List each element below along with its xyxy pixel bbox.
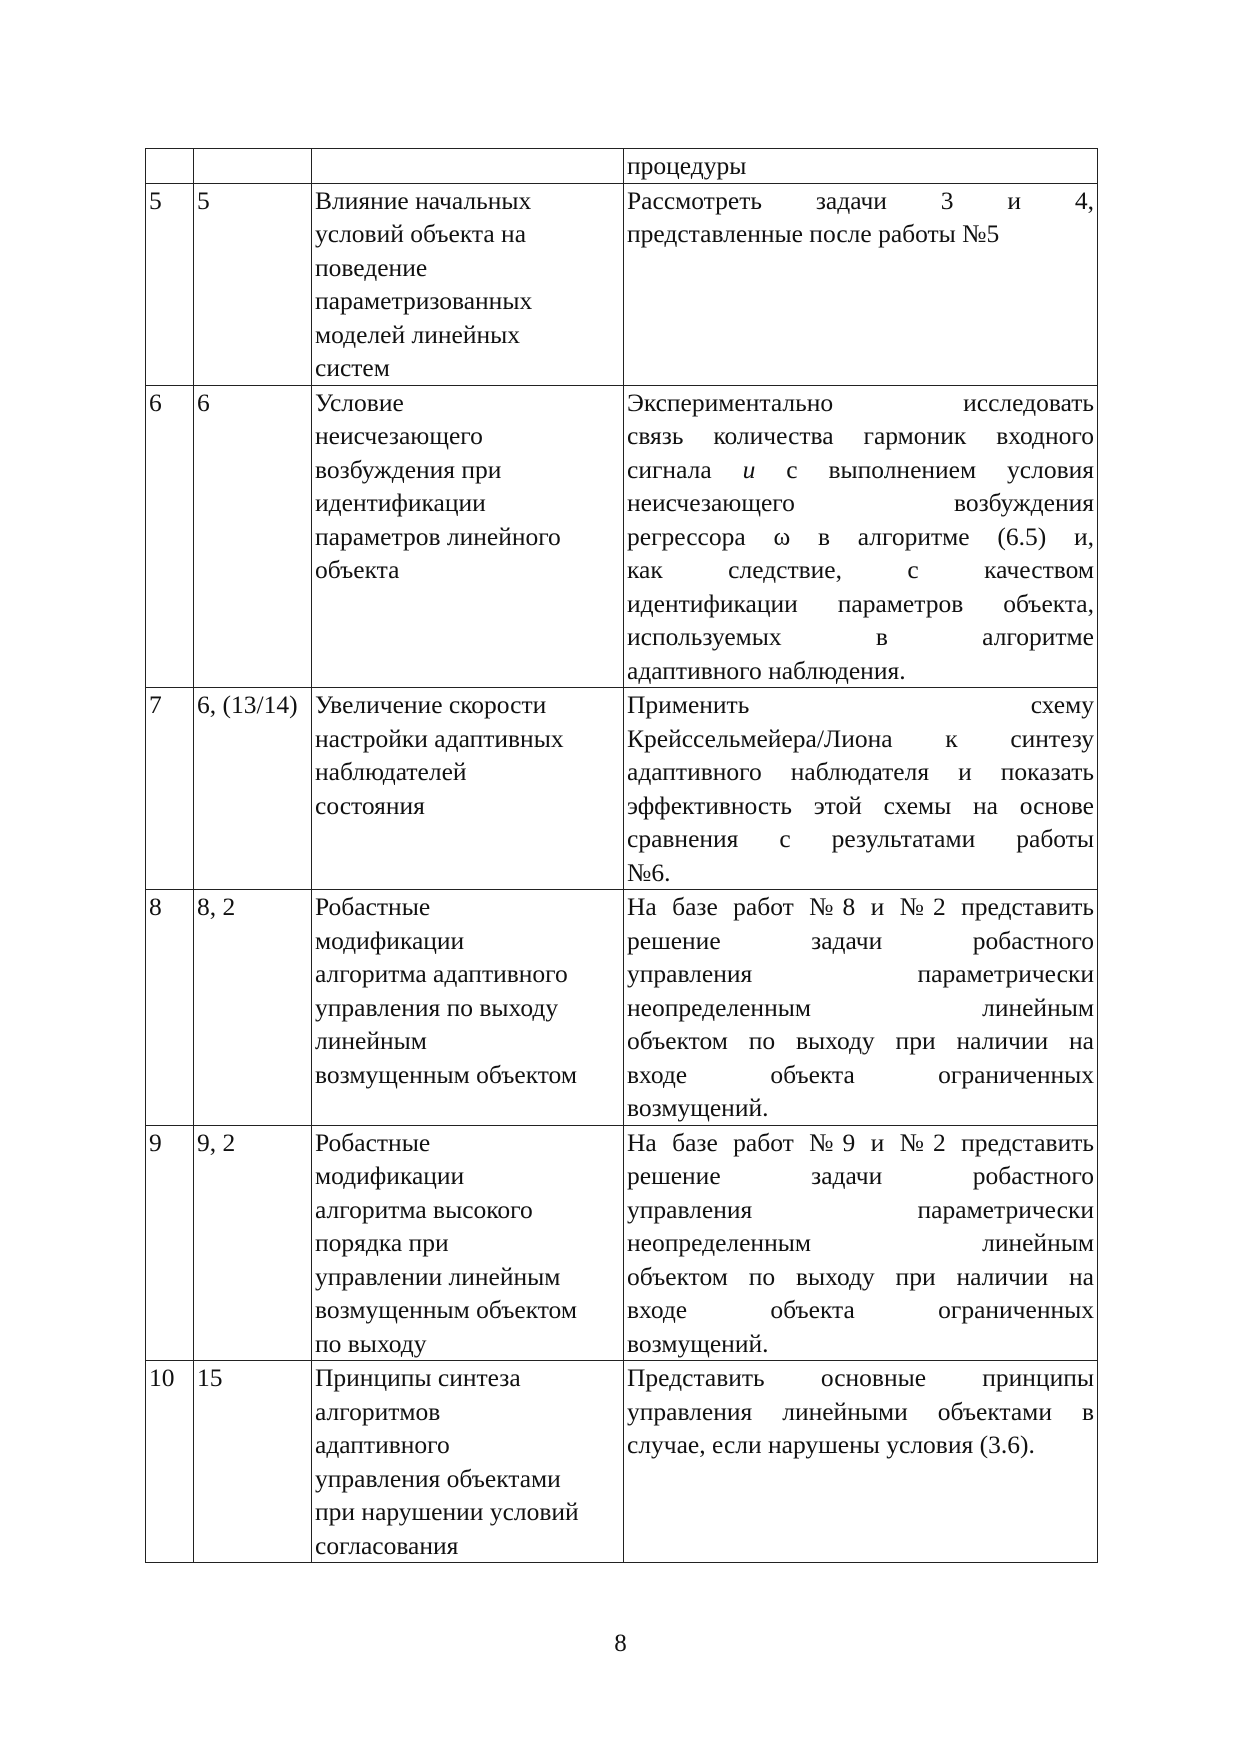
cell-number: 10 bbox=[146, 1361, 194, 1563]
text-line: объекта bbox=[315, 555, 400, 584]
text-line: Крейссельмейера/Лиона к синтезу bbox=[627, 723, 1094, 753]
text-line: модификации bbox=[315, 925, 465, 955]
text-line: возмущенным объектом bbox=[315, 1295, 577, 1324]
table-row bbox=[146, 385, 1098, 688]
text-line: поведение bbox=[315, 252, 428, 282]
text-line: объектом по выходу при наличии на bbox=[627, 1261, 1094, 1291]
cell-reference: 6 bbox=[194, 385, 312, 688]
text-line: линейным bbox=[315, 1026, 427, 1055]
text-line: параметризованных bbox=[315, 286, 533, 315]
cell-task bbox=[624, 149, 1098, 184]
text-line: возмущенным объектом bbox=[315, 1059, 577, 1089]
text-line: модификации bbox=[315, 1161, 465, 1190]
cell-topic bbox=[312, 149, 624, 184]
cell-reference: 9, 2 bbox=[194, 1125, 312, 1361]
page-number: 8 bbox=[614, 1630, 627, 1657]
table-row bbox=[146, 149, 1098, 184]
text-line: Представить основные принципы bbox=[627, 1363, 1094, 1392]
variable-u: u bbox=[742, 454, 756, 484]
text-line: На базе работ №8 и №2 представить bbox=[627, 892, 1094, 921]
text-line: Экспериментально исследовать bbox=[627, 387, 1094, 417]
assignments-table bbox=[145, 148, 1098, 1563]
text-line: состояния bbox=[315, 790, 425, 820]
cell-reference: 5 bbox=[194, 183, 312, 385]
cell-reference: 6, (13/14) bbox=[194, 688, 312, 890]
cell-task bbox=[624, 1361, 1098, 1563]
text-line: возмущений. bbox=[627, 1328, 769, 1358]
cell-topic bbox=[312, 183, 624, 385]
text-line: Рассмотреть задачи 3 и 4, bbox=[627, 185, 1094, 215]
text-line: управления по выходу bbox=[315, 992, 559, 1022]
text-line: входе объекта ограниченных bbox=[627, 1295, 1094, 1324]
text-line: Робастные bbox=[315, 1127, 431, 1157]
cell-task bbox=[624, 688, 1098, 890]
text-line: связь количества гармоник входного bbox=[627, 421, 1094, 450]
text-line: настройки адаптивных bbox=[315, 723, 564, 753]
text-line: параметров линейного bbox=[315, 521, 561, 551]
text-line: случае, если нарушены условия (3.6). bbox=[627, 1430, 1035, 1459]
cell-topic bbox=[312, 688, 624, 890]
table-row bbox=[146, 1361, 1098, 1563]
text-line: решение задачи робастного bbox=[627, 1161, 1094, 1190]
text-line: управления параметрически bbox=[627, 1194, 1094, 1224]
text-line: неопределенным линейным bbox=[627, 1228, 1094, 1257]
text-line: Робастные bbox=[315, 892, 431, 921]
text-line: входе объекта ограниченных bbox=[627, 1059, 1094, 1089]
text-line: сигнала u с выполнением условия bbox=[627, 454, 1095, 484]
table-row bbox=[146, 1125, 1098, 1361]
cell-number: 5 bbox=[146, 183, 194, 385]
text-line: условий объекта на bbox=[315, 219, 527, 248]
cell-topic bbox=[312, 890, 624, 1126]
text-line: №6. bbox=[627, 857, 671, 887]
table-body bbox=[146, 149, 1098, 1563]
text-line: Увеличение скорости bbox=[315, 690, 547, 719]
text-line: согласования bbox=[315, 1530, 459, 1560]
text-line: алгоритмов bbox=[315, 1396, 441, 1426]
text-line: алгоритма адаптивного bbox=[315, 959, 568, 988]
text-line: процедуры bbox=[627, 151, 747, 180]
text-line: управлении линейным bbox=[315, 1261, 561, 1291]
cell-number: 7 bbox=[146, 688, 194, 890]
text-line: адаптивного наблюдателя и показать bbox=[627, 757, 1094, 786]
text-line: Влияние начальных bbox=[315, 185, 532, 215]
text-line: используемых в алгоритме bbox=[627, 622, 1094, 651]
text-line: систем bbox=[315, 353, 390, 382]
text-line: регрессора ω в алгоритме (6.5) и, bbox=[627, 521, 1094, 551]
cell-reference: 15 bbox=[194, 1361, 312, 1563]
cell-reference: 8, 2 bbox=[194, 890, 312, 1126]
text-line: идентификации bbox=[315, 488, 486, 517]
text-line: Применить схему bbox=[627, 690, 1094, 719]
text-line: Условие bbox=[315, 387, 404, 417]
text-line: неисчезающего возбуждения bbox=[627, 488, 1094, 517]
text-line: управления параметрически bbox=[627, 959, 1094, 988]
text-line: представленные после работы №5 bbox=[627, 219, 1000, 248]
text-line: На базе работ №9 и №2 представить bbox=[627, 1127, 1094, 1157]
text-line: объектом по выходу при наличии на bbox=[627, 1026, 1094, 1055]
cell-topic bbox=[312, 1361, 624, 1563]
text-line: Принципы синтеза bbox=[315, 1363, 521, 1392]
text-line: возмущений. bbox=[627, 1093, 769, 1122]
text-line: идентификации параметров объекта, bbox=[627, 588, 1094, 618]
text-line: моделей линейных bbox=[315, 319, 521, 349]
text-line: порядка при bbox=[315, 1228, 449, 1257]
text-line: возбуждения при bbox=[315, 454, 502, 484]
text-line: неисчезающего bbox=[315, 421, 483, 450]
cell-number: 6 bbox=[146, 385, 194, 688]
text-line: как следствие, с качеством bbox=[627, 555, 1094, 584]
table-row bbox=[146, 183, 1098, 385]
cell-task bbox=[624, 1125, 1098, 1361]
text-line: сравнения с результатами работы bbox=[627, 824, 1094, 853]
text-line: адаптивного bbox=[315, 1430, 450, 1459]
text-line: решение задачи робастного bbox=[627, 925, 1094, 955]
text-line: по выходу bbox=[315, 1328, 427, 1358]
text-line: неопределенным линейным bbox=[627, 992, 1094, 1022]
cell-task bbox=[624, 385, 1098, 688]
cell-topic bbox=[312, 1125, 624, 1361]
cell-task bbox=[624, 890, 1098, 1126]
table-row bbox=[146, 890, 1098, 1126]
text-line: при нарушении условий bbox=[315, 1497, 579, 1526]
cell-reference bbox=[194, 149, 312, 184]
cell-task bbox=[624, 183, 1098, 385]
cell-topic bbox=[312, 385, 624, 688]
cell-number bbox=[146, 149, 194, 184]
text-line: адаптивного наблюдения. bbox=[627, 655, 906, 685]
text-line: эффективность этой схемы на основе bbox=[627, 790, 1094, 820]
table-row bbox=[146, 688, 1098, 890]
text-line: управления объектами bbox=[315, 1463, 561, 1493]
text-line: наблюдателей bbox=[315, 757, 467, 786]
text-line: управления линейными объектами в bbox=[627, 1396, 1094, 1426]
cell-number: 8 bbox=[146, 890, 194, 1126]
cell-number: 9 bbox=[146, 1125, 194, 1361]
text-line: алгоритма высокого bbox=[315, 1194, 533, 1224]
